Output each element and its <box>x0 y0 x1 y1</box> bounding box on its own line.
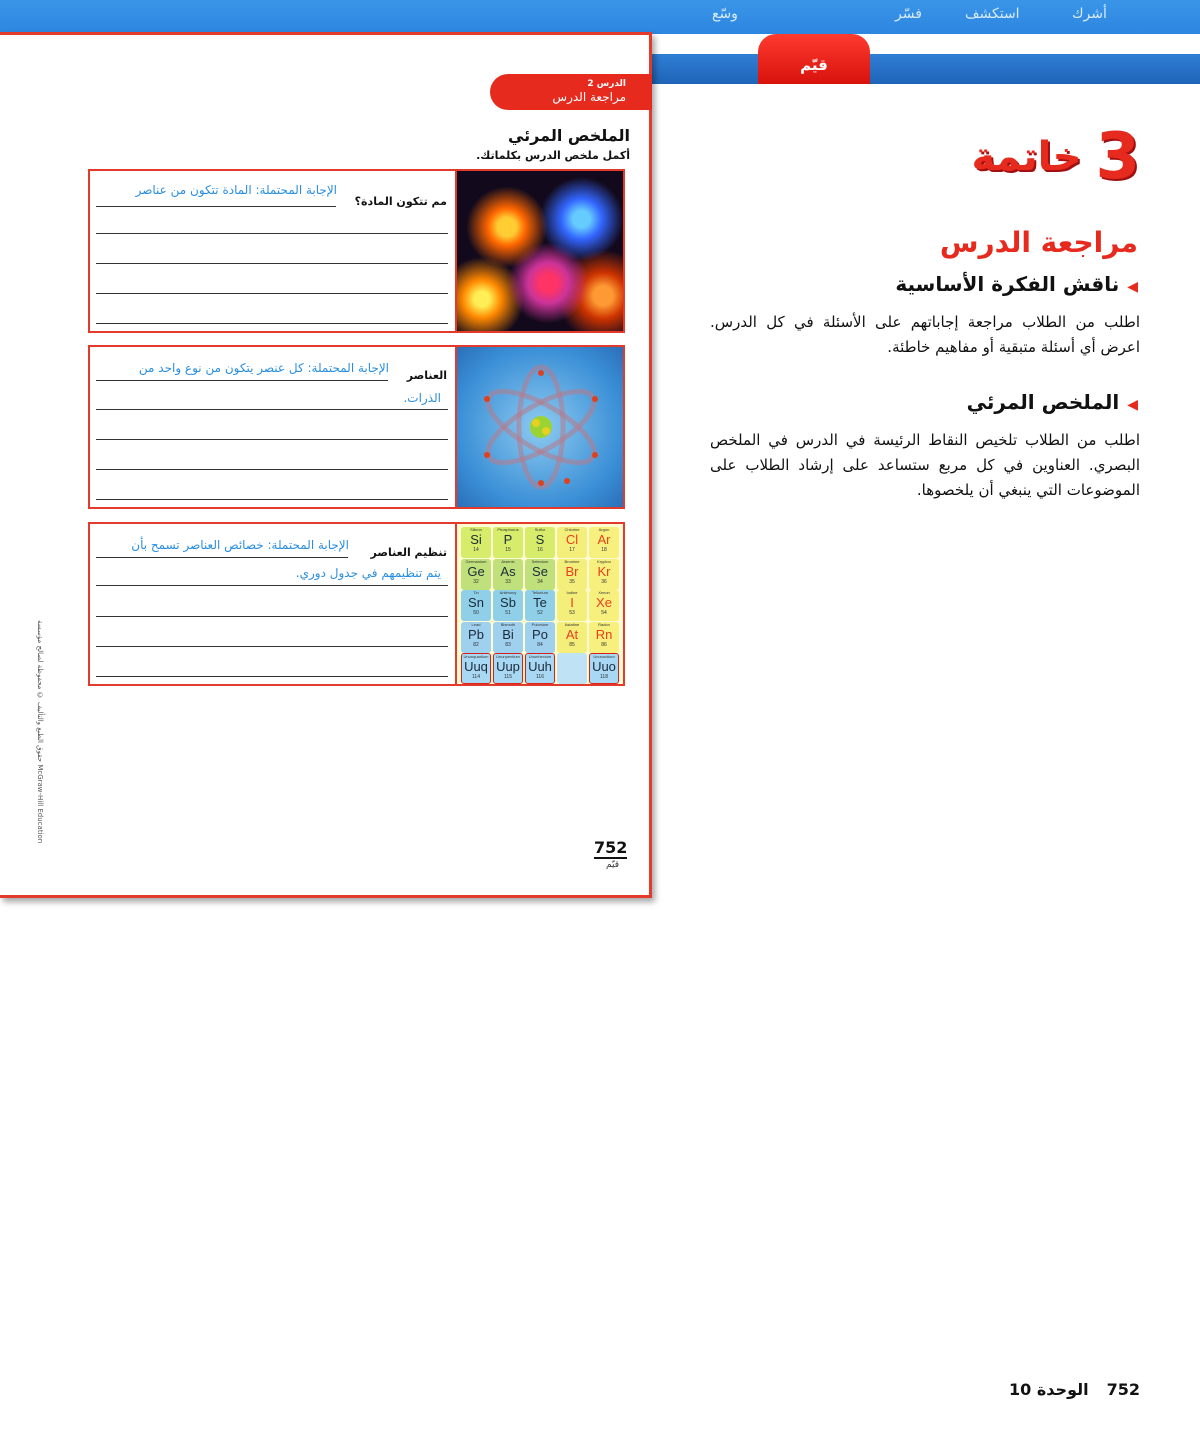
writing-line <box>96 233 448 234</box>
lesson-label: الدرس 2 <box>587 79 626 89</box>
element-name: Bromine <box>564 558 580 564</box>
element-name: Astatine <box>564 621 580 627</box>
element-cell-br <box>557 559 587 590</box>
copyright-text: حقوق الطبع والتأليف © محفوظة لصالح مؤسسة McGraw-Hill Education <box>36 620 44 844</box>
element-symbol: P <box>503 532 513 547</box>
section-title: الملخص المرئي <box>966 390 1120 414</box>
element-symbol: Uuh <box>528 659 552 674</box>
element-symbol: Bi <box>502 626 514 642</box>
element-symbol: Uuq <box>464 659 488 674</box>
element-cell-pb <box>461 622 491 653</box>
chapter-word: خاتمة <box>971 134 1082 180</box>
summary-box-matter <box>88 169 625 333</box>
element-symbol: Se <box>532 563 548 579</box>
element-name: Tellurium <box>531 590 548 595</box>
element-cell-sn <box>461 590 491 621</box>
element-name: Phosphorus <box>497 527 519 532</box>
fireworks-image <box>455 171 623 331</box>
element-symbol: Uuo <box>592 659 616 674</box>
element-name: Ununhexium <box>528 654 552 659</box>
nav-tabstrip <box>650 54 1200 84</box>
element-symbol: Rn <box>595 626 613 642</box>
writing-line <box>96 616 448 617</box>
element-name: Antimony <box>499 590 517 595</box>
lesson-tab <box>490 74 652 110</box>
element-name: Germanium <box>465 558 487 564</box>
element-cell-xe <box>589 590 619 621</box>
element-number: 32 <box>473 578 479 585</box>
element-number: 54 <box>601 610 607 616</box>
element-number: 52 <box>537 610 543 616</box>
element-cell-se <box>525 559 555 590</box>
writing-line <box>96 585 448 586</box>
element-number: 51 <box>505 610 511 616</box>
visual-summary-title: الملخص المرئي <box>507 126 630 145</box>
element-number: 33 <box>505 578 511 585</box>
element-name: Argon <box>598 527 610 532</box>
element-number: 18 <box>601 547 607 553</box>
section-title: ناقش الفكرة الأساسية <box>895 272 1120 296</box>
triangle-bullet-icon: ◀ <box>1127 397 1138 413</box>
section-text-main-idea: اطلب من الطلاب مراجعة إجاباتهم على الأسئلة في كل الدرس. اعرض أي أسئلة متبقية أو مفاهيم خاطئة. <box>710 313 1140 356</box>
element-number: 118 <box>600 674 608 680</box>
writing-line <box>96 323 448 324</box>
writing-line <box>96 557 348 558</box>
element-name: Silicon <box>470 527 482 532</box>
element-name: Lead <box>471 621 481 627</box>
writing-line <box>96 263 448 264</box>
section-heading-main-idea <box>895 272 1138 296</box>
element-name: Bismuth <box>500 621 516 627</box>
element-cell-kr <box>589 559 619 590</box>
element-symbol: At <box>565 626 579 642</box>
box-answer: الإجابة المحتملة: كل عنصر يتكون من نوع واحد من <box>138 361 389 375</box>
tab-explore[interactable]: استكشف <box>965 6 1020 22</box>
element-cell-s <box>525 527 555 558</box>
element-name: Selenium <box>531 558 549 564</box>
element-symbol: Sn <box>468 595 484 610</box>
element-number: 115 <box>504 674 512 680</box>
tab-elaborate[interactable]: وسّع <box>712 6 738 22</box>
element-name: Sulfur <box>534 527 546 532</box>
element-number: 114 <box>472 674 480 680</box>
element-cell-empty <box>557 653 587 684</box>
visual-summary-subtitle: أكمل ملخص الدرس بكلماتك. <box>476 149 630 162</box>
element-name: Ununoctium <box>593 654 615 659</box>
element-number: 36 <box>601 578 607 585</box>
element-name: Xenon <box>598 590 610 595</box>
element-number: 53 <box>569 610 575 616</box>
student-page-label: قيّم <box>606 860 620 870</box>
element-symbol: Uup <box>496 659 520 674</box>
tab-evaluate[interactable]: قيّم <box>758 34 870 84</box>
element-cell-sb <box>493 590 523 621</box>
writing-line <box>96 469 448 470</box>
chapter-heading <box>972 120 1140 194</box>
top-banner <box>0 0 1200 34</box>
element-cell-as <box>493 559 523 590</box>
atom-image <box>455 347 623 507</box>
element-symbol: Cl <box>565 532 579 547</box>
writing-line <box>96 293 448 294</box>
element-symbol: Po <box>532 626 548 642</box>
element-symbol: Si <box>470 532 482 547</box>
element-name: Iodine <box>566 590 578 595</box>
element-cell-bi <box>493 622 523 653</box>
element-number: 85 <box>569 641 575 648</box>
student-page-number: 752 <box>594 838 628 857</box>
element-cell-rn <box>589 622 619 653</box>
element-number: 16 <box>537 547 543 553</box>
box-answer-cont: الذرات. <box>403 391 441 405</box>
box-answer: الإجابة المحتملة: المادة تتكون من عناصر <box>135 183 337 197</box>
writing-line <box>96 439 448 440</box>
element-number: 17 <box>569 547 575 553</box>
writing-line <box>96 380 388 381</box>
element-number: 84 <box>537 641 543 648</box>
element-cell-te <box>525 590 555 621</box>
element-symbol: I <box>570 595 574 610</box>
element-name: Krypton <box>597 558 611 564</box>
periodic-table <box>457 524 623 684</box>
element-name: Tin <box>473 590 479 595</box>
writing-line <box>96 409 448 410</box>
tab-explain[interactable]: فسّر <box>895 6 922 22</box>
writing-line <box>96 646 448 647</box>
box-answer-cont: يتم تنظيمهم في جدول دوري. <box>295 566 441 580</box>
review-title: مراجعة الدرس <box>939 226 1138 259</box>
element-number: 34 <box>537 578 543 585</box>
element-name: Chlorine <box>564 527 580 532</box>
summary-box-elements <box>88 345 625 509</box>
element-cell-cl <box>557 527 587 558</box>
chapter-number: 3 <box>1095 120 1140 194</box>
element-symbol: Sb <box>500 595 516 610</box>
periodic-table-image <box>455 524 623 684</box>
element-number: 14 <box>473 547 479 553</box>
element-name: Ununpentium <box>496 654 520 659</box>
element-symbol: Br <box>565 563 579 579</box>
element-number: 35 <box>569 578 575 585</box>
footer-unit-label: الوحدة 10 <box>1009 1380 1089 1399</box>
section-text-visual-summary: اطلب من الطلاب تلخيص النقاط الرئيسة في الدرس في الملخص البصري. العناوين في كل مربع ستساعد على إرشاد الطلاب على الموضوعات التي ينبغي أن يلخصوها. <box>710 431 1140 499</box>
box-question: العناصر <box>406 369 447 382</box>
atom-diagram-icon <box>457 347 623 507</box>
triangle-bullet-icon: ◀ <box>1127 279 1138 295</box>
element-cell-uuo <box>589 653 619 684</box>
element-number: 86 <box>601 641 607 648</box>
element-number: 116 <box>536 674 544 680</box>
element-cell-at <box>557 622 587 653</box>
footer-page-number: 752 <box>1106 1380 1140 1399</box>
element-symbol: As <box>500 563 516 579</box>
lesson-title: مراجعة الدرس <box>552 90 626 104</box>
element-name: Ununquadium <box>463 654 489 659</box>
box-question: تنظيم العناصر <box>370 546 447 559</box>
element-number: 83 <box>505 641 511 648</box>
element-symbol: Ar <box>597 532 611 547</box>
element-name: Polonium <box>531 621 549 627</box>
element-cell-i <box>557 590 587 621</box>
element-symbol: Xe <box>596 595 612 610</box>
element-number: 50 <box>473 610 479 616</box>
section-heading-visual-summary <box>967 390 1138 414</box>
element-cell-uup <box>493 653 523 684</box>
element-cell-ar <box>589 527 619 558</box>
element-symbol: Te <box>533 595 547 610</box>
writing-line <box>96 676 448 677</box>
element-cell-po <box>525 622 555 653</box>
element-name: Arsenic <box>501 558 515 564</box>
element-number: 15 <box>505 547 511 553</box>
element-number: 82 <box>473 641 479 648</box>
box-answer: الإجابة المحتملة: خصائص العناصر تسمح بأن <box>131 538 349 552</box>
element-cell-uuh <box>525 653 555 684</box>
element-cell-ge <box>461 559 491 590</box>
element-cell-p <box>493 527 523 558</box>
element-name: Radon <box>598 621 610 627</box>
element-symbol: Kr <box>597 563 611 579</box>
element-symbol: Pb <box>468 626 484 642</box>
element-cell-si <box>461 527 491 558</box>
element-symbol: S <box>535 532 545 547</box>
page-footer <box>991 1380 1140 1399</box>
box-question: مم تتكون المادة؟ <box>354 195 447 208</box>
summary-box-organizing <box>88 522 625 686</box>
writing-line <box>96 206 336 207</box>
writing-line <box>96 499 448 500</box>
tab-engage[interactable]: أشرك <box>1072 6 1107 22</box>
element-symbol: Ge <box>467 563 485 579</box>
element-cell-uuq <box>461 653 491 684</box>
